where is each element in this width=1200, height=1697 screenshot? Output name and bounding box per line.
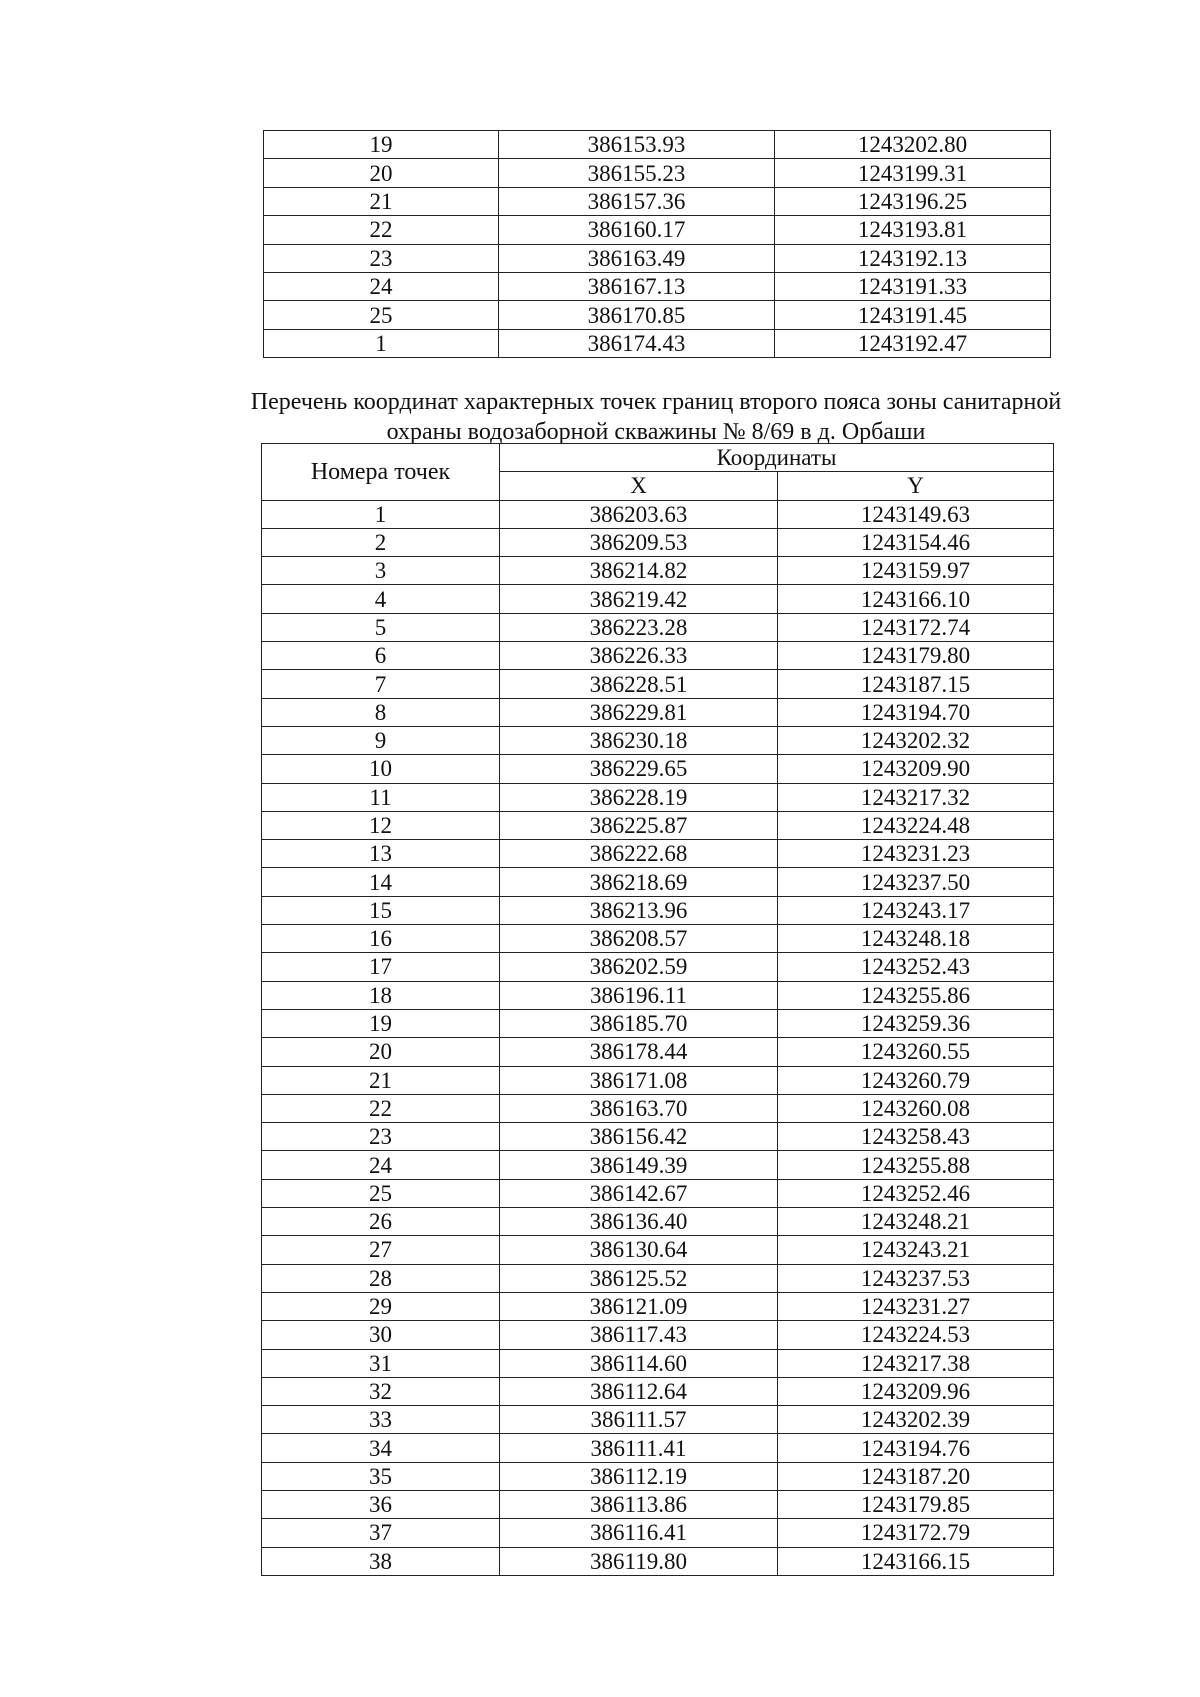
- y-coordinate-cell: 1243199.31: [775, 159, 1051, 187]
- y-coordinate-cell: 1243260.79: [778, 1066, 1054, 1094]
- x-coordinate-cell: 386228.51: [500, 670, 778, 698]
- x-coordinate-cell: 386155.23: [499, 159, 775, 187]
- point-number-cell: 22: [264, 216, 499, 244]
- table-row: [264, 131, 1051, 159]
- x-coordinate-cell: 386209.53: [500, 528, 778, 556]
- table-row: [262, 670, 1054, 698]
- header-coordinates: Координаты: [500, 444, 1054, 472]
- table-row: [262, 642, 1054, 670]
- table-row: [264, 244, 1051, 272]
- point-number-cell: 1: [262, 500, 500, 528]
- point-number-cell: 34: [262, 1434, 500, 1462]
- x-coordinate-cell: 386171.08: [500, 1066, 778, 1094]
- y-coordinate-cell: 1243258.43: [778, 1123, 1054, 1151]
- point-number-cell: 15: [262, 896, 500, 924]
- x-coordinate-cell: 386111.41: [500, 1434, 778, 1462]
- x-coordinate-cell: 386114.60: [500, 1349, 778, 1377]
- point-number-cell: 35: [262, 1462, 500, 1490]
- y-coordinate-cell: 1243243.17: [778, 896, 1054, 924]
- y-coordinate-cell: 1243209.96: [778, 1377, 1054, 1405]
- table-row: [262, 726, 1054, 754]
- x-coordinate-cell: 386223.28: [500, 613, 778, 641]
- table-row: [262, 1151, 1054, 1179]
- y-coordinate-cell: 1243202.39: [778, 1406, 1054, 1434]
- table-row: [262, 1519, 1054, 1547]
- y-coordinate-cell: 1243252.43: [778, 953, 1054, 981]
- x-coordinate-cell: 386136.40: [500, 1208, 778, 1236]
- section-title-line-1: Перечень координат характерных точек границ второго пояса зоны санитарной: [250, 389, 1062, 415]
- y-coordinate-cell: 1243217.32: [778, 783, 1054, 811]
- y-coordinate-cell: 1243196.25: [775, 187, 1051, 215]
- point-number-cell: 28: [262, 1264, 500, 1292]
- table-row: [262, 613, 1054, 641]
- table-row: [262, 698, 1054, 726]
- point-number-cell: 13: [262, 840, 500, 868]
- y-coordinate-cell: 1243202.80: [775, 131, 1051, 159]
- x-coordinate-cell: 386160.17: [499, 216, 775, 244]
- x-coordinate-cell: 386149.39: [500, 1151, 778, 1179]
- table-row: [262, 1094, 1054, 1122]
- y-coordinate-cell: 1243179.85: [778, 1490, 1054, 1518]
- y-coordinate-cell: 1243231.27: [778, 1292, 1054, 1320]
- table-row: [264, 272, 1051, 300]
- y-coordinate-cell: 1243191.33: [775, 272, 1051, 300]
- point-number-cell: 24: [262, 1151, 500, 1179]
- table-row: [262, 840, 1054, 868]
- y-coordinate-cell: 1243159.97: [778, 557, 1054, 585]
- point-number-cell: 36: [262, 1490, 500, 1518]
- table-body: [264, 131, 1051, 358]
- point-number-cell: 37: [262, 1519, 500, 1547]
- y-coordinate-cell: 1243237.50: [778, 868, 1054, 896]
- x-coordinate-cell: 386125.52: [500, 1264, 778, 1292]
- section-title: [190, 387, 1122, 447]
- point-number-cell: 9: [262, 726, 500, 754]
- point-number-cell: 25: [264, 301, 499, 329]
- y-coordinate-cell: 1243172.74: [778, 613, 1054, 641]
- point-number-cell: 17: [262, 953, 500, 981]
- y-coordinate-cell: 1243187.15: [778, 670, 1054, 698]
- x-coordinate-cell: 386219.42: [500, 585, 778, 613]
- y-coordinate-cell: 1243255.88: [778, 1151, 1054, 1179]
- table-row: [264, 187, 1051, 215]
- y-coordinate-cell: 1243191.45: [775, 301, 1051, 329]
- table-row: [262, 500, 1054, 528]
- point-number-cell: 8: [262, 698, 500, 726]
- table-row: [262, 1208, 1054, 1236]
- point-number-cell: 31: [262, 1349, 500, 1377]
- y-coordinate-cell: 1243217.38: [778, 1349, 1054, 1377]
- x-coordinate-cell: 386116.41: [500, 1519, 778, 1547]
- point-number-cell: 3: [262, 557, 500, 585]
- x-coordinate-cell: 386229.81: [500, 698, 778, 726]
- y-coordinate-cell: 1243224.48: [778, 811, 1054, 839]
- y-coordinate-cell: 1243194.76: [778, 1434, 1054, 1462]
- point-number-cell: 33: [262, 1406, 500, 1434]
- coordinates-table: [261, 443, 1054, 1576]
- point-number-cell: 21: [262, 1066, 500, 1094]
- point-number-cell: 14: [262, 868, 500, 896]
- point-number-cell: 19: [262, 1009, 500, 1037]
- x-coordinate-cell: 386163.49: [499, 244, 775, 272]
- y-coordinate-cell: 1243154.46: [778, 528, 1054, 556]
- y-coordinate-cell: 1243149.63: [778, 500, 1054, 528]
- x-coordinate-cell: 386222.68: [500, 840, 778, 868]
- table-body: [262, 500, 1054, 1575]
- table-row: [262, 1264, 1054, 1292]
- point-number-cell: 32: [262, 1377, 500, 1405]
- y-coordinate-cell: 1243166.10: [778, 585, 1054, 613]
- table-row: [262, 1292, 1054, 1320]
- point-number-cell: 30: [262, 1321, 500, 1349]
- point-number-cell: 25: [262, 1179, 500, 1207]
- table-row: [262, 811, 1054, 839]
- point-number-cell: 23: [264, 244, 499, 272]
- y-coordinate-cell: 1243192.47: [775, 329, 1051, 357]
- x-coordinate-cell: 386111.57: [500, 1406, 778, 1434]
- header-point-numbers: Номера точек: [262, 444, 500, 501]
- x-coordinate-cell: 386203.63: [500, 500, 778, 528]
- table-row: [262, 868, 1054, 896]
- table-row: [262, 585, 1054, 613]
- x-coordinate-cell: 386228.19: [500, 783, 778, 811]
- point-number-cell: 18: [262, 981, 500, 1009]
- table-row: [262, 953, 1054, 981]
- table-row: [262, 896, 1054, 924]
- point-number-cell: 20: [264, 159, 499, 187]
- point-number-cell: 21: [264, 187, 499, 215]
- point-number-cell: 23: [262, 1123, 500, 1151]
- point-number-cell: 24: [264, 272, 499, 300]
- point-number-cell: 29: [262, 1292, 500, 1320]
- section-title-line-2: охраны водозаборной скважины № 8/69 в д. Орбаши: [386, 419, 926, 445]
- y-coordinate-cell: 1243224.53: [778, 1321, 1054, 1349]
- point-number-cell: 6: [262, 642, 500, 670]
- y-coordinate-cell: 1243194.70: [778, 698, 1054, 726]
- table-row: [262, 1066, 1054, 1094]
- x-coordinate-cell: 386214.82: [500, 557, 778, 585]
- point-number-cell: 5: [262, 613, 500, 641]
- table-row: [262, 925, 1054, 953]
- header-x: X: [500, 472, 778, 500]
- y-coordinate-cell: 1243209.90: [778, 755, 1054, 783]
- point-number-cell: 19: [264, 131, 499, 159]
- y-coordinate-cell: 1243172.79: [778, 1519, 1054, 1547]
- point-number-cell: 10: [262, 755, 500, 783]
- point-number-cell: 27: [262, 1236, 500, 1264]
- y-coordinate-cell: 1243255.86: [778, 981, 1054, 1009]
- coordinates-table-continued: [263, 130, 1051, 358]
- x-coordinate-cell: 386167.13: [499, 272, 775, 300]
- table-row: [262, 981, 1054, 1009]
- x-coordinate-cell: 386229.65: [500, 755, 778, 783]
- table-row: [262, 1406, 1054, 1434]
- table-row: [262, 1434, 1054, 1462]
- point-number-cell: 1: [264, 329, 499, 357]
- table-row: [262, 1123, 1054, 1151]
- table-row: [264, 301, 1051, 329]
- table-row: [262, 1321, 1054, 1349]
- point-number-cell: 26: [262, 1208, 500, 1236]
- table-row: [264, 329, 1051, 357]
- table-row: [262, 1349, 1054, 1377]
- point-number-cell: 16: [262, 925, 500, 953]
- x-coordinate-cell: 386185.70: [500, 1009, 778, 1037]
- y-coordinate-cell: 1243260.55: [778, 1038, 1054, 1066]
- x-coordinate-cell: 386163.70: [500, 1094, 778, 1122]
- table-row: [262, 1179, 1054, 1207]
- y-coordinate-cell: 1243252.46: [778, 1179, 1054, 1207]
- x-coordinate-cell: 386230.18: [500, 726, 778, 754]
- x-coordinate-cell: 386196.11: [500, 981, 778, 1009]
- x-coordinate-cell: 386208.57: [500, 925, 778, 953]
- x-coordinate-cell: 386142.67: [500, 1179, 778, 1207]
- x-coordinate-cell: 386117.43: [500, 1321, 778, 1349]
- table-row: [262, 1009, 1054, 1037]
- x-coordinate-cell: 386218.69: [500, 868, 778, 896]
- y-coordinate-cell: 1243192.13: [775, 244, 1051, 272]
- table-row: [262, 755, 1054, 783]
- table-row: [262, 1236, 1054, 1264]
- y-coordinate-cell: 1243231.23: [778, 840, 1054, 868]
- x-coordinate-cell: 386112.64: [500, 1377, 778, 1405]
- y-coordinate-cell: 1243237.53: [778, 1264, 1054, 1292]
- x-coordinate-cell: 386178.44: [500, 1038, 778, 1066]
- table-row: [264, 216, 1051, 244]
- table-row: [262, 528, 1054, 556]
- point-number-cell: 7: [262, 670, 500, 698]
- x-coordinate-cell: 386130.64: [500, 1236, 778, 1264]
- y-coordinate-cell: 1243248.21: [778, 1208, 1054, 1236]
- x-coordinate-cell: 386156.42: [500, 1123, 778, 1151]
- x-coordinate-cell: 386112.19: [500, 1462, 778, 1490]
- point-number-cell: 22: [262, 1094, 500, 1122]
- y-coordinate-cell: 1243179.80: [778, 642, 1054, 670]
- y-coordinate-cell: 1243248.18: [778, 925, 1054, 953]
- x-coordinate-cell: 386153.93: [499, 131, 775, 159]
- x-coordinate-cell: 386113.86: [500, 1490, 778, 1518]
- x-coordinate-cell: 386174.43: [499, 329, 775, 357]
- point-number-cell: 4: [262, 585, 500, 613]
- table-row: [262, 1038, 1054, 1066]
- y-coordinate-cell: 1243187.20: [778, 1462, 1054, 1490]
- point-number-cell: 12: [262, 811, 500, 839]
- point-number-cell: 38: [262, 1547, 500, 1575]
- table-row: [262, 1377, 1054, 1405]
- x-coordinate-cell: 386226.33: [500, 642, 778, 670]
- point-number-cell: 2: [262, 528, 500, 556]
- y-coordinate-cell: 1243193.81: [775, 216, 1051, 244]
- table-row: [262, 1462, 1054, 1490]
- y-coordinate-cell: 1243166.15: [778, 1547, 1054, 1575]
- x-coordinate-cell: 386170.85: [499, 301, 775, 329]
- x-coordinate-cell: 386213.96: [500, 896, 778, 924]
- table-row: [262, 557, 1054, 585]
- y-coordinate-cell: 1243202.32: [778, 726, 1054, 754]
- y-coordinate-cell: 1243260.08: [778, 1094, 1054, 1122]
- point-number-cell: 11: [262, 783, 500, 811]
- y-coordinate-cell: 1243243.21: [778, 1236, 1054, 1264]
- y-coordinate-cell: 1243259.36: [778, 1009, 1054, 1037]
- x-coordinate-cell: 386225.87: [500, 811, 778, 839]
- table-row: [262, 1547, 1054, 1575]
- table-header: [262, 444, 1054, 501]
- table-row: [262, 1490, 1054, 1518]
- table-row: [264, 159, 1051, 187]
- point-number-cell: 20: [262, 1038, 500, 1066]
- x-coordinate-cell: 386157.36: [499, 187, 775, 215]
- x-coordinate-cell: 386121.09: [500, 1292, 778, 1320]
- x-coordinate-cell: 386119.80: [500, 1547, 778, 1575]
- x-coordinate-cell: 386202.59: [500, 953, 778, 981]
- header-y: Y: [778, 472, 1054, 500]
- table-row: [262, 783, 1054, 811]
